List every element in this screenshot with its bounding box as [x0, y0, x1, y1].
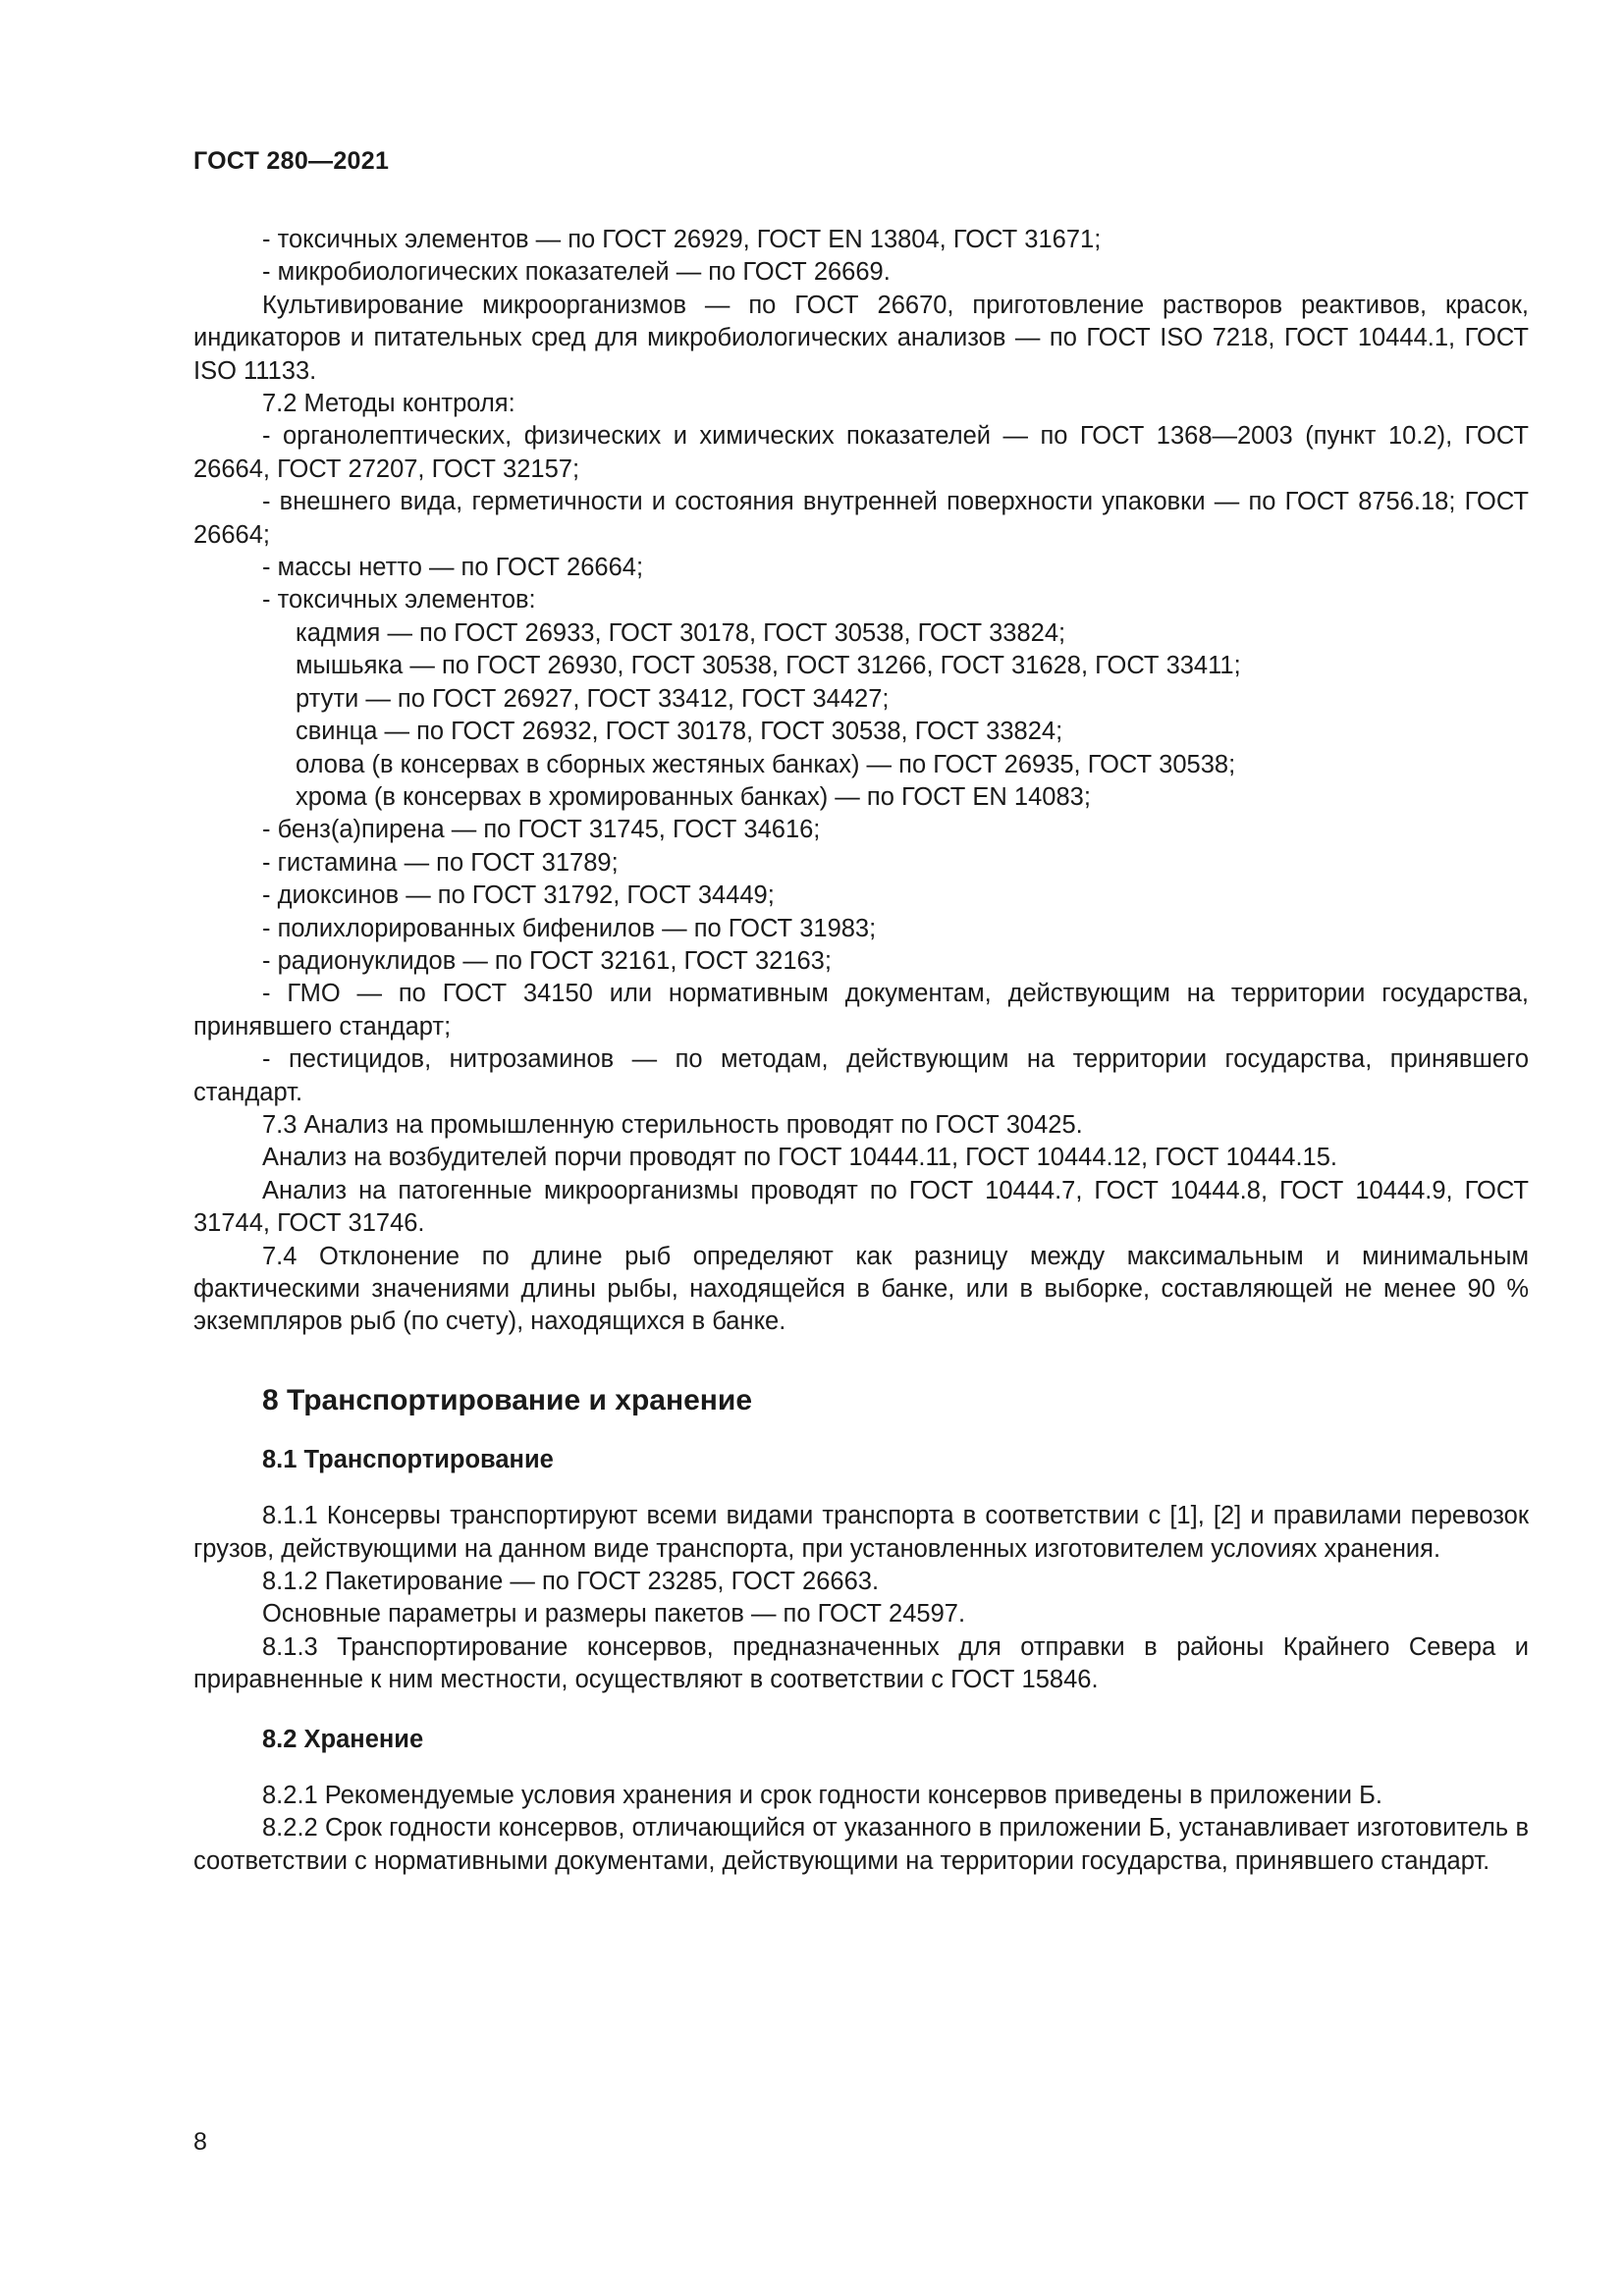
subsection-8-2-title: 8.2 Хранение: [262, 1725, 424, 1753]
list-item: - пестицидов, нитрозаминов — по методам, действующим на территории государства, принявшего стандарт.: [193, 1045, 1529, 1106]
list-item: - токсичных элементов — по ГОСТ 26929, ГОСТ EN 13804, ГОСТ 31671;: [262, 226, 1102, 253]
sublist-item: кадмия — по ГОСТ 26933, ГОСТ 30178, ГОСТ 30538, ГОСТ 33824;: [296, 618, 1066, 647]
list-item: - гистамина — по ГОСТ 31789;: [262, 848, 619, 877]
list-item: - диоксинов — по ГОСТ 31792, ГОСТ 34449;: [262, 881, 775, 910]
subsection-8-1-title: 8.1 Транспортирование: [262, 1445, 554, 1473]
section-8-title: 8 Транспортирование и хранение: [262, 1383, 753, 1416]
sublist-item: свинца — по ГОСТ 26932, ГОСТ 30178, ГОСТ 30538, ГОСТ 33824;: [296, 718, 1063, 746]
list-item: - массы нетто — по ГОСТ 26664;: [262, 554, 644, 582]
list-item: - органолептических, физических и химических показателей — по ГОСТ 1368—2003 (пункт 10.2), ГОСТ 26664, ГОСТ 27207, ГОСТ 32157;: [193, 422, 1529, 483]
list-item: - радионуклидов — по ГОСТ 32161, ГОСТ 32163;: [262, 946, 832, 975]
paragraph: Основные параметры и размеры пакетов — по ГОСТ 24597.: [262, 1600, 966, 1629]
paragraph: Анализ на патогенные микроорганизмы проводят по ГОСТ 10444.7, ГОСТ 10444.8, ГОСТ 10444.9, ГОСТ 31744, ГОСТ 31746.: [193, 1176, 1529, 1238]
clause-7-3: 7.3 Анализ на промышленную стерильность проводят по ГОСТ 30425.: [262, 1110, 1083, 1139]
page-body: [193, 224, 1529, 1878]
paragraph: Анализ на возбудителей порчи проводят по ГОСТ 10444.11, ГОСТ 10444.12, ГОСТ 10444.15.: [262, 1144, 1338, 1172]
document-code-header: ГОСТ 280—2021: [193, 147, 390, 175]
list-item: - ГМО — по ГОСТ 34150 или нормативным документам, действующим на территории государства, принявшего стандарт;: [193, 980, 1529, 1041]
clause-7-4: 7.4 Отклонение по длине рыб определяют как разницу между максимальным и минимальным фактическими значениями длины рыбы, находящейся в банке, или в выборке, составляющей не менее 90 % экземпляров рыб (по счету), находящихся в банке.: [193, 1242, 1529, 1336]
clause-8-1-2: 8.1.2 Пакетирование — по ГОСТ 23285, ГОСТ 26663.: [262, 1568, 880, 1596]
page-number: 8: [193, 2128, 207, 2156]
clause-8-2-2: 8.2.2 Срок годности консервов, отличающийся от указанного в приложении Б, устанавливает изготовитель в соответствии с нормативными документами, действующими на территории государства, принявшего стандарт.: [193, 1814, 1529, 1875]
clause-8-2-1: 8.2.1 Рекомендуемые условия хранения и срок годности консервов приведены в приложении Б.: [262, 1782, 1382, 1810]
clause-8-1-3: 8.1.3 Транспортирование консервов, предназначенных для отправки в районы Крайнего Севера и приравненные к ним местности, осуществляют в соответствии с ГОСТ 15846.: [193, 1632, 1529, 1694]
sublist-item: ртути — по ГОСТ 26927, ГОСТ 33412, ГОСТ 34427;: [296, 684, 890, 713]
list-item: - полихлорированных бифенилов — по ГОСТ 31983;: [262, 914, 877, 942]
list-item: - токсичных элементов:: [262, 586, 536, 614]
list-item: - внешнего вида, герметичности и состояния внутренней поверхности упаковки — по ГОСТ 8756.18; ГОСТ 26664;: [193, 488, 1529, 549]
sublist-item: хрома (в консервах в хромированных банках) — по ГОСТ EN 14083;: [296, 782, 1091, 811]
list-item: - бенз(а)пирена — по ГОСТ 31745, ГОСТ 34616;: [262, 816, 821, 844]
list-item: - микробиологических показателей — по ГОСТ 26669.: [262, 258, 891, 287]
clause-8-1-1: 8.1.1 Консервы транспортируют всеми видами транспорта в соответствии с [1], [2] и правилами перевозок грузов, действующими на данном виде транспорта, при установленных изготовителем услоvиях хранения.: [193, 1502, 1529, 1563]
paragraph: Культивирование микроорганизмов — по ГОСТ 26670, приготовление растворов реактивов, красок, индикаторов и питательных сред для микробиологических анализов — по ГОСТ ISO 7218, ГОСТ 10444.1, ГОСТ ISO 11133.: [193, 291, 1529, 385]
sublist-item: олова (в консервах в сборных жестяных банках) — по ГОСТ 26935, ГОСТ 30538;: [296, 750, 1236, 778]
clause-7-2-intro: 7.2 Методы контроля:: [262, 390, 515, 418]
sublist-item: мышьяка — по ГОСТ 26930, ГОСТ 30538, ГОСТ 31266, ГОСТ 31628, ГОСТ 33411;: [296, 652, 1241, 680]
